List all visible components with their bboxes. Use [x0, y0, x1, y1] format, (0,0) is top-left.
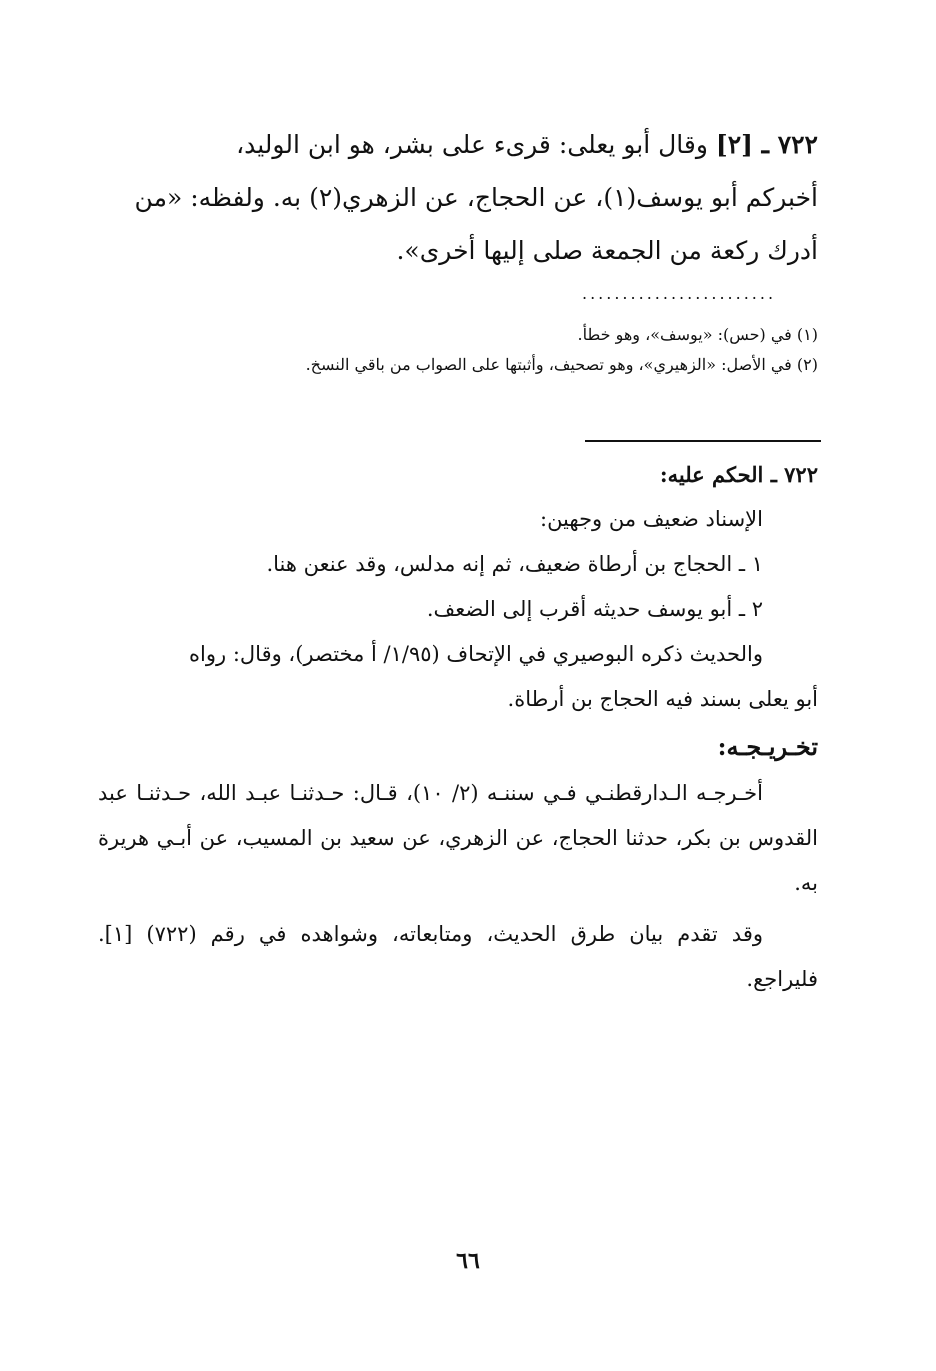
takhrij-section	[98, 724, 818, 1002]
hukm-heading: ٧٢٢ ـ الحكم عليه:	[659, 462, 818, 487]
hadith-text	[98, 118, 818, 277]
footnotes	[98, 320, 818, 380]
hadith-line-3: أدرك ركعة من الجمعة صلى إليها أخرى».	[396, 236, 818, 265]
hukm-paragraph-line-2: أبو يعلى بسند فيه الحجاج بن أرطاة.	[507, 687, 818, 711]
page-number: ٦٦	[456, 1248, 480, 1274]
footnote-1: (١) في (حس): «يوسف»، وهو خطأ.	[577, 325, 818, 344]
hadith-line-1: ٧٢٢ ـ [٢] وقال أبو يعلى: قرىء على بشر، هو ابن الوليد،	[236, 130, 818, 159]
hukm-reason-1: ١ ـ الحجاج بن أرطاة ضعيف، ثم إنه مدلس، وقد عنعن هنا.	[266, 552, 763, 576]
takhrij-heading: تخـريـجـه:	[717, 732, 818, 761]
hukm-section	[98, 452, 818, 722]
hukm-paragraph-line-1: والحديث ذكره البوصيري في الإتحاف (١/٩٥/ أ مختصر)، وقال: رواه	[189, 642, 763, 666]
hukm-reason-2: ٢ ـ أبو يوسف حديثه أقرب إلى الضعف.	[426, 597, 763, 621]
takhrij-paragraph-2: وقد تقدم بيان طرق الحديث، ومتابعاته، وشواهده في رقم (٧٢٢) [١]. فليراجع.	[98, 922, 818, 991]
section-divider	[585, 440, 821, 442]
takhrij-paragraph-1: أخـرجـه الـدارقطنـي فـي سننـه (٢/ ١٠)، قـال: حـدثنـا عبـد الله، حـدثنـا عبد القدوس بن بكر، حدثنا الحجاج، عن الزهري، عن سعيد بن المسيب، عن أبـي هريرة به.	[98, 781, 818, 895]
footnote-2: (٢) في الأصل: «الزهيري»، وهو تصحيف، وأثبتها على الصواب من باقي النسخ.	[305, 355, 818, 374]
hukm-intro: الإسناد ضعيف من وجهين:	[540, 507, 763, 531]
hadith-line-2: أخبركم أبو يوسف(١)، عن الحجاج، عن الزهري(٢) به. ولفظه: «من	[134, 183, 818, 212]
footnote-separator: ........................	[582, 284, 777, 303]
hadith-number: ٧٢٢ ـ [٢]	[715, 130, 818, 159]
